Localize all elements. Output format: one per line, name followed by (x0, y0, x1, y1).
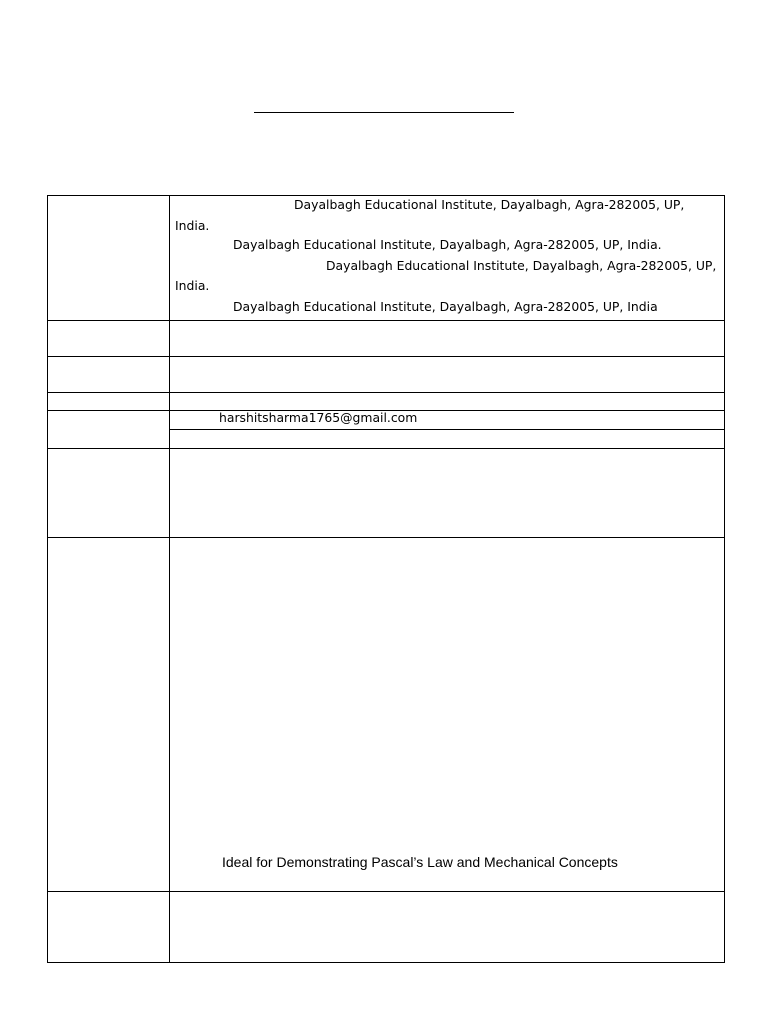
affiliation-3-line-2: India. (175, 278, 210, 293)
affiliation-1-line-1: Dayalbagh Educational Institute, Dayalbagh, Agra-282005, UP, (294, 197, 685, 212)
row-divider (48, 891, 724, 892)
affiliation-3-line-1: Dayalbagh Educational Institute, Dayalbagh, Agra-282005, UP, (326, 258, 717, 273)
row-divider (48, 356, 724, 357)
row-divider (48, 320, 724, 321)
email-text: harshitsharma1765@gmail.com (219, 410, 418, 425)
description-text: Ideal for Demonstrating Pascal’s Law and Mechanical Concepts (222, 854, 618, 870)
row-divider (48, 537, 724, 538)
affiliation-4-line-1: Dayalbagh Educational Institute, Dayalbagh, Agra-282005, UP, India (233, 299, 658, 314)
row-divider (48, 448, 724, 449)
row-divider (48, 392, 724, 393)
row-subdivider (169, 429, 724, 430)
affiliation-1-line-2: India. (175, 218, 210, 233)
column-divider (169, 196, 170, 962)
affiliation-2-line-1: Dayalbagh Educational Institute, Dayalbagh, Agra-282005, UP, India. (233, 237, 662, 252)
title-underline (254, 112, 514, 113)
